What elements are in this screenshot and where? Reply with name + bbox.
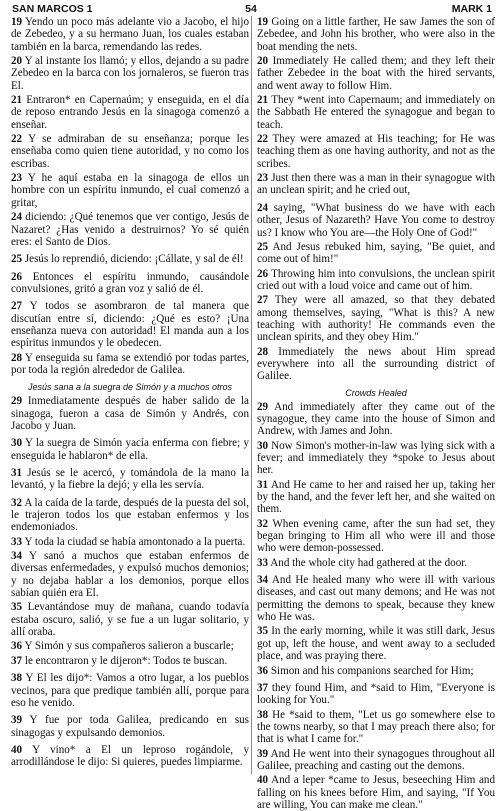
verse-32-es: 32 A la caída de la tarde, después de la puesta del sol, le trajeron todos los que estaban enfermos y los endemoniados. — [11, 496, 249, 534]
verse-number: 31 — [257, 478, 269, 491]
verse-37-en: 37 they found Him, and *said to Him, "Everyone is looking for You." — [257, 681, 495, 707]
verse-number: 32 — [257, 517, 269, 530]
verse-number: 23 — [11, 172, 23, 185]
verse-34-es: 34 Y sanó a muchos que estaban enfermos de diversas enfermedades, y expulsó muchos demonios; y no dejaba hablar a los demonios, porque ellos sabían quién era El. — [11, 550, 249, 600]
verse-22-es: 22 Y se admiraban de su enseñanza; porque les enseñaba como quien tiene autoridad, y no como los escribas. — [11, 133, 249, 170]
verse-number: 27 — [11, 300, 23, 313]
verse-number: 25 — [11, 253, 23, 266]
verse-35-en: 35 In the early morning, while it was still dark, Jesus got up, left the house, and went away to a secluded place, and was praying there. — [257, 625, 495, 663]
verse-29-es: 29 Inmediatamente después de haber salido de la sinagoga, fueron a casa de Simón y Andrés, con Jacobo y Juan. — [11, 395, 249, 432]
verse-number: 36 — [11, 640, 23, 653]
verse-27-es: 27 Y todos se asombraron de tal manera que discutían entre sí, diciendo: ¿Qué es esto? ¡Una enseñanza nueva con autoridad! El manda aun a los espíritus inmundos y le obedecen. — [11, 300, 249, 350]
verse-25-en: 25 And Jesus rebuked him, saying, "Be quiet, and come out of him!" — [257, 240, 495, 266]
verse-26-es: 26 Entonces el espíritu inmundo, causándole convulsiones, gritó a gran voz y salió de él. — [11, 270, 249, 295]
verse-29-en: 29 And immediately after they came out of the synagogue, they came into the house of Simon and Andrew, with James and John. — [257, 400, 495, 438]
verse-24-en: 24 saying, "What business do we have with each other, Jesus of Nazareth? Have You come to destroy us? I know who You are—the Holy One of God!" — [257, 201, 495, 239]
verse-number: 28 — [11, 351, 23, 364]
verse-24-es: 24 diciendo: ¿Qué tenemos que ver contigo, Jesús de Nazaret? ¿Has venido a destruirnos? Yo sé quién eres: el Santo de Dios. — [11, 211, 249, 248]
verse-number: 23 — [257, 172, 269, 185]
verse-34-en: 34 And He healed many who were ill with various diseases, and cast out many demons; and He was not permitting the demons to speak, because they knew who He was. — [257, 574, 495, 624]
verse-number: 24 — [11, 211, 23, 224]
page-header — [0, 3, 502, 17]
page-number: 54 — [245, 3, 257, 15]
verse-number: 30 — [11, 437, 23, 450]
verse-number: 39 — [11, 714, 23, 727]
verse-28-es: 28 Y enseguida su fama se extendió por todas partes, por toda la región alrededor de Galilea. — [11, 351, 249, 376]
verse-number: 27 — [257, 294, 269, 307]
verse-38-es: 38 Y El les dijo*: Vamos a otro lugar, a los pueblos vecinos, para que predique también allí, porque para eso he venido. — [11, 672, 249, 709]
verse-number: 26 — [257, 267, 269, 280]
verse-39-es: 39 Y fue por toda Galilea, predicando en sus sinagogas y expulsando demonios. — [11, 714, 249, 739]
verse-33-es: 33 Y toda la ciudad se había amontonado a la puerta. — [11, 535, 246, 548]
verse-40-en: 40 And a leper *came to Jesus, beseeching Him and falling on his knees before Him, and saying, "If You are willing, You can make me clean." — [257, 774, 495, 811]
verse-25-es: 25 Jesús lo reprendió, diciendo: ¡Cállate, y sal de él! — [11, 253, 244, 266]
verse-number: 19 — [11, 16, 23, 28]
verse-number: 22 — [257, 133, 269, 146]
verse-number: 33 — [257, 556, 269, 569]
verse-number: 39 — [257, 747, 269, 760]
verse-number: 21 — [11, 94, 23, 107]
verse-number: 29 — [257, 400, 269, 413]
verse-number: 40 — [11, 743, 23, 756]
verse-36-es: 36 Y Simón y sus compañeros salieron a buscarle; — [11, 640, 234, 653]
verse-30-en: 30 Now Simon's mother-in-law was lying sick with a fever; and immediately they *spoke to Jesus about her. — [257, 439, 495, 477]
verse-number: 21 — [257, 94, 269, 107]
header-book-spanish: SAN MARCOS 1 — [12, 3, 93, 15]
verse-27-en: 27 They were all amazed, so that they debated among themselves, saying, "What is this? A new teaching with authority! He commands even the unclean spirits, and they obey Him." — [257, 294, 495, 344]
verse-number: 34 — [11, 550, 23, 563]
verse-23-en: 23 Just then there was a man in their synagogue with an unclean spirit; and he cried out, — [257, 172, 495, 197]
verse-number: 40 — [257, 774, 269, 787]
verse-33-en: 33 And the whole city had gathered at the door. — [257, 556, 468, 569]
verse-35-es: 35 Levantándose muy de mañana, cuando todavía estaba oscuro, salió, y se fue a un lugar solitario, y allí oraba. — [11, 601, 249, 639]
verse-23-es: 23 Y he aquí estaba en la sinagoga de ellos un hombre con un espíritu inmundo, el cual comenzó a gritar, — [11, 172, 249, 209]
verse-number: 38 — [11, 672, 23, 685]
verse-number: 37 — [257, 681, 269, 694]
verse-number: 19 — [257, 16, 269, 28]
spanish-column — [11, 16, 249, 776]
verse-22-en: 22 They were amazed at His teaching; for He was teaching them as one having authority, and not as the scribes. — [257, 133, 495, 170]
header-book-english: MARK 1 — [451, 3, 492, 15]
english-column — [257, 16, 495, 811]
verse-number: 34 — [257, 574, 269, 587]
verse-number: 32 — [11, 496, 23, 509]
verse-number: 33 — [11, 535, 23, 548]
verse-20-es: 20 Y al instante los llamó; y ellos, dejando a su padre Zebedeo en la barca con los jornaleros, se fueron tras El. — [11, 55, 249, 92]
verse-40-es: 40 Y vino* a El un leproso rogándole, y arrodillándose le dijo: Si quieres, puedes limpiarme. — [11, 743, 249, 769]
verse-number: 29 — [11, 395, 23, 408]
column-divider — [251, 16, 252, 774]
verse-number: 22 — [11, 133, 23, 146]
verse-number: 30 — [257, 439, 269, 452]
section-heading-es: Jesús sana a la suegra de Simón y a muchos otros — [27, 382, 233, 393]
verse-32-en: 32 When evening came, after the sun had set, they began bringing to Him all who were ill and those who were demon-possessed. — [257, 517, 495, 555]
verse-number: 28 — [257, 345, 269, 358]
verse-36-en: 36 Simon and his companions searched for Him; — [257, 664, 474, 677]
verse-number: 35 — [257, 625, 269, 638]
verse-31-en: 31 And He came to her and raised her up, taking her by the hand, and the fever left her, and she waited on them. — [257, 478, 495, 516]
verse-19-es: 19 Yendo un poco más adelante vio a Jacobo, el hijo de Zebedeo, y a su hermano Juan, los cuales estaban también en la barca, remendando las redes. — [11, 16, 249, 53]
verse-number: 20 — [257, 55, 269, 68]
verse-21-en: 21 They *went into Capernaum; and immediately on the Sabbath He entered the synagogue and began to teach. — [257, 94, 495, 131]
verse-number: 35 — [11, 601, 23, 614]
verse-19-en: 19 Going on a little farther, He saw James the son of Zebedee, and John his brother, who were also in the boat mending the nets. — [257, 16, 495, 53]
verse-number: 26 — [11, 270, 23, 283]
verse-37-es: 37 le encontraron y le dijeron*: Todos te buscan. — [11, 654, 228, 667]
verse-number: 31 — [11, 467, 23, 479]
verse-number: 36 — [257, 664, 269, 677]
verse-26-en: 26 Throwing him into convulsions, the unclean spirit cried out with a loud voice and came out of him. — [257, 267, 495, 292]
verse-number: 25 — [257, 240, 269, 253]
verse-30-es: 30 Y la suegra de Simón yacía enferma con fiebre; y enseguida le hablaron* de ella. — [11, 437, 249, 462]
verse-39-en: 39 And He went into their synagogues throughout all Galilee, preaching and casting out the demons. — [257, 747, 495, 772]
verse-20-en: 20 Immediately He called them; and they left their father Zebedee in the boat with the hired servants, and went away to follow Him. — [257, 55, 495, 92]
verse-38-en: 38 He *said to them, "Let us go somewhere else to the towns nearby, so that I may preach there also; for that is what I came for." — [257, 708, 495, 746]
verse-31-es: 31 Jesús se le acercó, y tomándola de la mano la levantó, y la fiebre la dejó; y ella les servía. — [11, 467, 249, 492]
verse-28-en: 28 Immediately the news about Him spread everywhere into all the surrounding district of Galilee. — [257, 345, 495, 383]
verse-number: 20 — [11, 55, 23, 68]
verse-21-es: 21 Entraron* en Capernaúm; y enseguida, en el día de reposo entrando Jesús en la sinagoga comenzó a enseñar. — [11, 94, 249, 131]
verse-number: 37 — [11, 654, 23, 667]
section-heading-en: Crowds Healed — [345, 387, 407, 398]
verse-number: 38 — [257, 708, 269, 721]
verse-number: 24 — [257, 201, 269, 214]
